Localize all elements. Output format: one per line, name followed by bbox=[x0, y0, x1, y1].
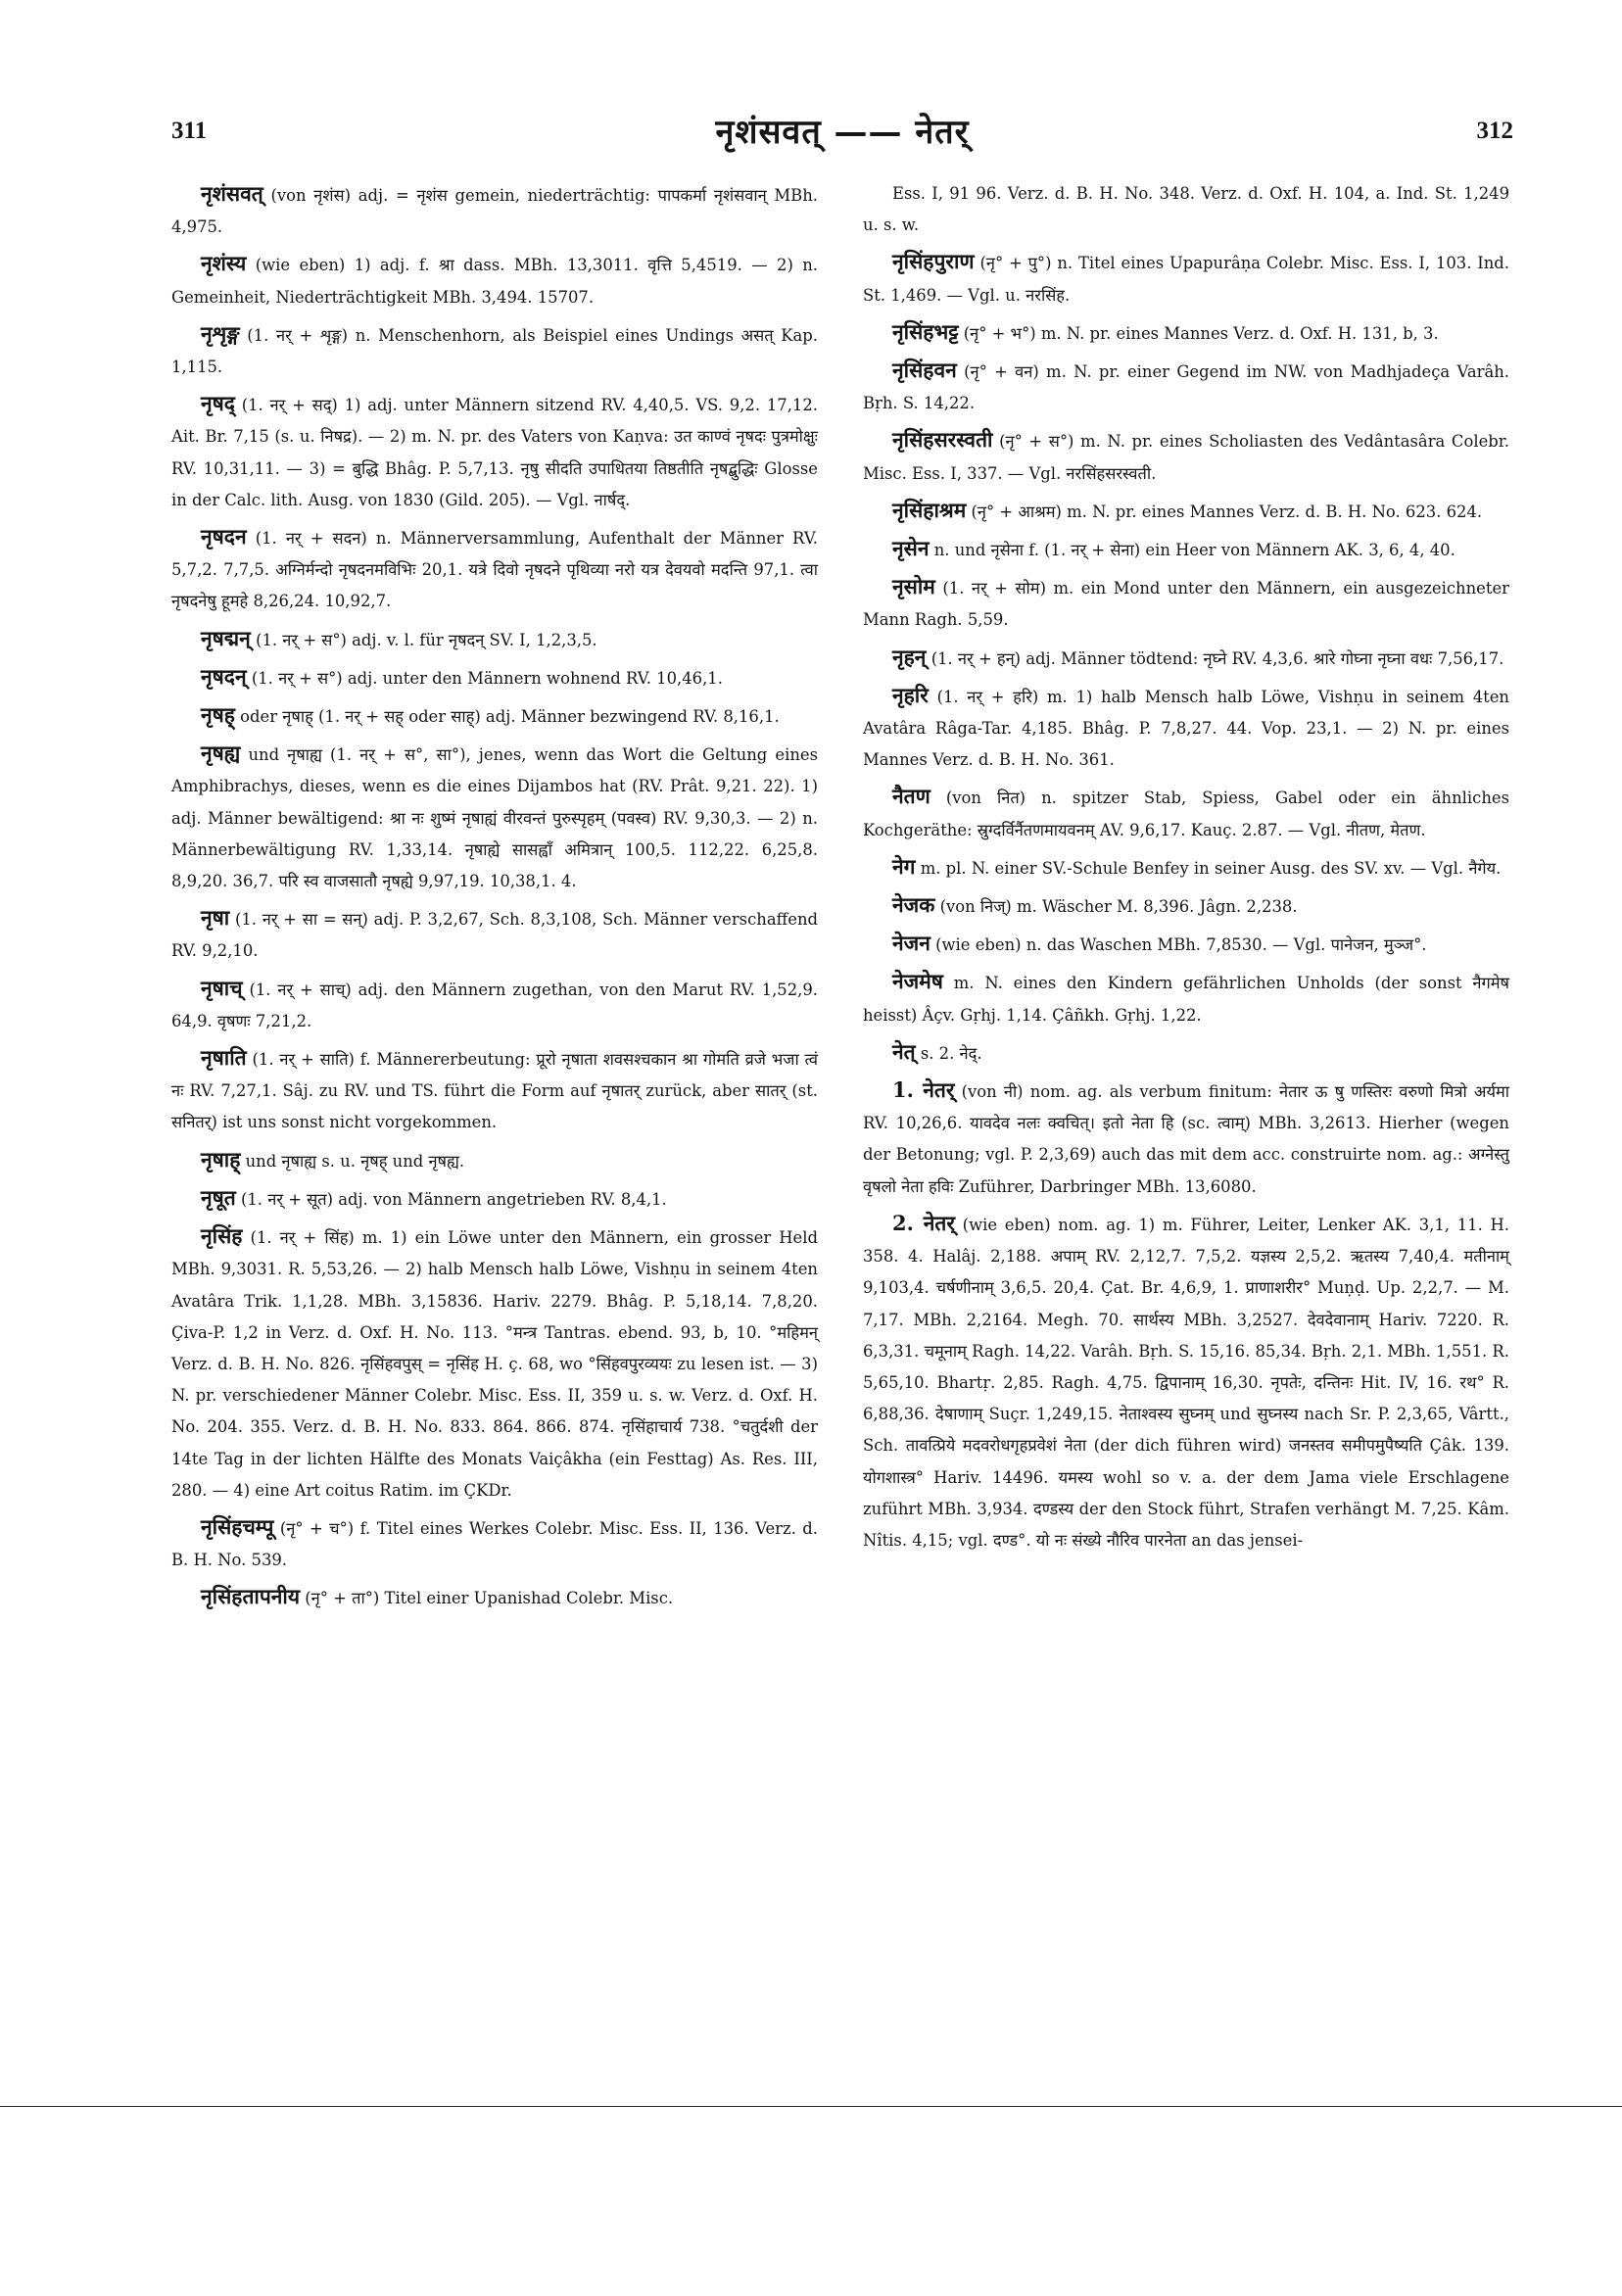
entry-text: s. 2. नेद्. bbox=[920, 1043, 982, 1063]
entry-headword: नृसेन bbox=[892, 536, 930, 561]
entry-text: (नृ° + पु°) n. Titel eines Upapurâṇa Colebr. Misc. Ess. I, 103. Ind. St. 1,469. — Vgl. u. नरसिंह. bbox=[863, 254, 1509, 305]
entry-text: (von नी) nom. ag. als verbum finitum: नेतार ऊ षु णस्तिरः वरुणो मित्रो अर्यमा RV. 10,26,6. यावदेव नलः क्वचित्। इतो नेता हि (sc. त्वाम्) MBh. 3,2613. Hierher (wegen der Betonung; vgl. P. 2,3,69) auch das mit dem acc. construirte nom. ag.: अग्नेस्तु वृषलो नेता हविः Zuführer, Darbringer MBh. 13,6080. bbox=[863, 1082, 1509, 1196]
entry-text: (wie eben) 1) adj. f. श्रा dass. MBh. 13,3011. वृत्ति 5,4519. — 2) n. Gemeinheit, Niederträchtigkeit MBh. 3,494. 15707. bbox=[171, 256, 818, 307]
entry-text: (नृ° + स°) m. N. pr. eines Scholiasten des Vedântasâra Colebr. Misc. Ess. I, 337. — Vgl. नरसिंहसरस्वती. bbox=[863, 432, 1509, 483]
dictionary-entry bbox=[171, 1581, 818, 1614]
entry-text: (von निज्) m. Wäscher M. 8,396. Jâgn. 2,238. bbox=[939, 897, 1298, 917]
entry-text: (1. नर् + सा = सन्) adj. P. 3,2,67, Sch. 8,3,108, Sch. Männer verschaffend RV. 9,2,10. bbox=[171, 910, 818, 961]
dictionary-entry bbox=[863, 424, 1509, 489]
entry-text: (1. नर् + साच्) adj. den Männern zugethan, von den Marut RV. 1,52,9. 64,9. वृषणः 7,21,2. bbox=[171, 980, 818, 1030]
right-column bbox=[863, 178, 1509, 1561]
entry-text: (1. नर् + स°) adj. unter den Männern wohnend RV. 10,46,1. bbox=[251, 668, 723, 688]
dictionary-entry bbox=[171, 1182, 818, 1216]
entry-headword: नृषद् bbox=[201, 391, 235, 416]
dictionary-entry bbox=[171, 699, 818, 733]
entry-headword: नृहन् bbox=[892, 644, 927, 669]
entry-headword: नृसोम bbox=[892, 574, 935, 599]
entry-headword: नृषह्य bbox=[201, 741, 241, 766]
entry-headword: नेग bbox=[892, 853, 916, 879]
dictionary-entry bbox=[171, 661, 818, 694]
dictionary-entry bbox=[171, 973, 818, 1037]
dictionary-entry bbox=[863, 642, 1509, 675]
entry-headword: नेत् bbox=[892, 1038, 916, 1064]
entry-headword: नृषा bbox=[201, 905, 230, 931]
footer-rule bbox=[0, 2106, 1622, 2107]
dictionary-entry bbox=[863, 680, 1509, 777]
entry-headword: नृषह् bbox=[201, 702, 235, 728]
entry-headword: 2. नेतर् bbox=[892, 1210, 955, 1235]
dictionary-entry bbox=[171, 902, 818, 967]
dictionary-entry bbox=[171, 738, 818, 897]
entry-text: (1. नर् + सद्) 1) adj. unter Männern sitzend RV. 4,40,5. VS. 9,2. 17,12. Ait. Br. 7,15 (s. u. निषद्र). — 2) m. N. pr. des Vaters von Kaṇva: उत काण्वं नृषदः पुत्रमोक्षुः RV. 10,31,11. — 3) = बुद्धि Bhâg. P. 5,7,13. नृषु सीदति उपाधितया तिष्ठतीति नृषद्बुद्धिः Glosse in der Calc. lith. Ausg. von 1830 (Gild. 205). — Vgl. नार्षद्. bbox=[171, 396, 818, 509]
entry-headword: नृहरि bbox=[892, 682, 929, 707]
entry-text: (wie eben) n. das Waschen MBh. 7,8530. — Vgl. पानेजन, मुञ्ज°. bbox=[935, 935, 1427, 955]
dictionary-entry bbox=[863, 571, 1509, 636]
entry-text: (नृ° + वन) m. N. pr. einer Gegend im NW. von Madhjadeça Varâh. Bṛh. S. 14,22. bbox=[863, 362, 1509, 413]
entry-headword: नृषूत bbox=[201, 1184, 236, 1210]
entry-headword: नृसिंहपुराण bbox=[892, 249, 975, 274]
entry-headword: नृसिंहसरस्वती bbox=[892, 427, 993, 453]
page-number-left: 311 bbox=[171, 118, 208, 144]
dictionary-entry bbox=[863, 1208, 1509, 1556]
entry-text: (von नृशंस) adj. = नृशंस gemein, niederträchtig: पापकर्मा नृशंसवान् MBh. 4,975. bbox=[171, 186, 818, 237]
dictionary-entry bbox=[863, 316, 1509, 350]
entry-headword: नृषदन bbox=[201, 524, 247, 550]
entry-text: (1. नर् + सोम) m. ein Mond unter den Männern, ein ausgezeichneter Mann Ragh. 5,59. bbox=[863, 579, 1509, 630]
entry-text: (wie eben) nom. ag. 1) m. Führer, Leiter, Lenker AK. 3,1, 11. H. 358. 4. Halâj. 2,188. अपाम् RV. 2,12,7. 7,5,2. यज्ञस्य 2,5,2. ऋतस्य 7,40,4. मतीनाम् 9,103,4. चर्षणीनाम् 3,6,5. 20,4. Çat. Br. 4,6,9, 1. प्राणाशरीर° Muṇḍ. Up. 2,2,7. — M. 7,17. MBh. 2,2164. Megh. 70. सार्थस्य MBh. 3,2527. देवदेवानाम् Hariv. 7220. R. 6,3,31. चमूनाम् Ragh. 14,22. Varâh. Bṛh. S. 15,16. 85,34. Bṛh. 2,1. MBh. 1,551. R. 5,65,10. Bhartṛ. 2,85. Ragh. 4,75. द्विपानाम् 16,30. नृपतेः, दन्तिनः Hit. IV, 16. रथ° R. 6,88,36. देषाणाम् Suçr. 1,249,15. नेताश्वस्य सुघ्नम् und सुघ्नस्य nach Sr. P. 2,3,65, Vârtt., Sch. तावत्प्रिये मदवरोधगृहप्रवेशं नेता (der dich führen wird) जनस्तव समीपमुपैष्यति Çâk. 139. योगशास्त्र° Hariv. 14496. यमस्य wohl so v. a. der dem Jama viele Erschlagene zuführt MBh. 3,934. दण्डस्य der den Stock führt, Strafen verhängt M. 7,25. Kâm. Nîtis. 4,15; vgl. दण्ड°. यो नः संख्ये नौरिव पारनेता an das jensei- bbox=[863, 1215, 1509, 1550]
entry-text: n. und नृसेना f. (1. नर् + सेना) ein Heer von Männern AK. 3, 6, 4, 40. bbox=[933, 541, 1455, 560]
dictionary-entry bbox=[863, 533, 1509, 566]
entry-headword: नृसिंहवन bbox=[892, 358, 957, 383]
dictionary-entry bbox=[863, 928, 1509, 961]
dictionary-entry bbox=[863, 1036, 1509, 1070]
dictionary-entry bbox=[171, 1511, 818, 1576]
entry-headword: नृशंस्य bbox=[201, 251, 247, 276]
dictionary-entry bbox=[171, 1042, 818, 1139]
entry-text: (1. नर् + सिंह) m. 1) ein Löwe unter den Männern, ein grosser Held MBh. 9,3031. R. 5,53,26. — 2) halb Mensch halb Löwe, Vishṇu in seinem 4ten Avatâra Trik. 1,1,28. MBh. 3,15836. Hariv. 2279. Bhâg. P. 5,18,14. 7,8,20. Çiva-P. 1,2 in Verz. d. Oxf. H. No. 113. °मन्त्र Tantras. ebend. 93, b, 10. °महिमन् Verz. d. B. H. No. 826. नृसिंहवपुस् = नृसिंह H. ç. 68, wo °सिंहवपुरव्ययः zu lesen ist. — 3) N. pr. verschiedener Männer Colebr. Misc. Ess. II, 359 u. s. w. Verz. d. Oxf. H. No. 204. 355. Verz. d. B. H. No. 833. 864. 866. 874. नृसिंहाचार्य 738. °चतुर्दशी der 14te Tag in der lichten Hälfte des Monats Vaiçâkha (ein Festtag) As. Res. III, 280. — 4) eine Art coitus Ratim. im ÇKDr. bbox=[171, 1228, 818, 1500]
entry-text: (नृ° + ता°) Titel einer Upanishad Colebr. Misc. bbox=[305, 1589, 674, 1608]
entry-text: (1. नर् + साति) f. Männererbeutung: प्रूरो नृषाता शवसश्चकान श्रा गोमति व्रजे भजा त्वं नः RV. 7,27,1. Sâj. zu RV. und TS. führt die Form auf नृषातर् zurück, aber सातर् (st. सनितर्) ist uns sonst nicht vorgekommen. bbox=[171, 1050, 818, 1132]
entry-text: (नृ° + आश्रम) m. N. pr. eines Mannes Verz. d. B. H. No. 623. 624. bbox=[971, 502, 1483, 521]
entry-text: (1. नर् + सूत) adj. von Männern angetrieben RV. 8,4,1. bbox=[240, 1189, 667, 1209]
entry-text: (1. नर् + स°) adj. v. l. für नृषदन् SV. I, 1,2,3,5. bbox=[256, 630, 597, 649]
dictionary-entry bbox=[171, 248, 818, 312]
entry-headword: 1. नेतर् bbox=[892, 1077, 955, 1103]
dictionary-entry bbox=[171, 623, 818, 656]
page-header bbox=[171, 108, 1513, 157]
entry-headword: नृसिंह bbox=[201, 1223, 243, 1249]
page-number-right: 312 bbox=[1476, 118, 1513, 144]
dictionary-entry bbox=[171, 1220, 818, 1507]
entry-text: (नृ° + च°) f. Titel eines Werkes Colebr. Misc. Ess. II, 136. Verz. d. B. H. No. 539. bbox=[171, 1518, 818, 1570]
entry-text: m. pl. N. einer SV.-Schule Benfey in seiner Ausg. des SV. xv. — Vgl. नैगेय. bbox=[920, 858, 1502, 878]
entry-text: (1. नर् + शृङ्ग) n. Menschenhorn, als Beispiel eines Undings असत् Kap. 1,115. bbox=[171, 325, 818, 377]
entry-headword: नृषद्मन् bbox=[201, 625, 251, 650]
entry-text: (1. नर् + हन्) adj. Männer tödtend: नृघ्ने RV. 4,3,6. श्रारे गोघ्ना नृघ्ना वधः 7,56,17. bbox=[930, 648, 1504, 668]
dictionary-entry bbox=[171, 1144, 818, 1177]
dictionary-entry bbox=[171, 178, 818, 243]
left-column bbox=[171, 178, 818, 1620]
entry-text: und नृषाह्य (1. नर् + स°, सा°), jenes, wenn das Wort die Geltung eines Amphibrachys, dieses, wenn es die eines Dijambos hat (RV. Prât. 9,21. 22). 1) adj. Männer bewältigend: श्रा नः शुष्मं नृषाह्यं वीरवन्तं पुरुस्पृहम् (पवस्व) RV. 9,30,3. — 2) n. Männerbewältigung RV. 1,33,14. नृषाह्ये सासह्वाँ अमित्रान् 100,5. 112,22. 6,25,8. 8,9,20. 36,7. परि स्व वाजसातौ नृषह्ये 9,97,19. 10,38,1. 4. bbox=[171, 745, 818, 891]
entry-text: und नृषाह्य s. u. नृषह् und नृषह्य. bbox=[245, 1151, 465, 1171]
dictionary-entry bbox=[863, 355, 1509, 419]
dictionary-entry bbox=[863, 1075, 1509, 1203]
running-title: नृशंसवत् —— नेतर् bbox=[715, 113, 970, 152]
dictionary-entry bbox=[863, 178, 1509, 241]
entry-text: Ess. I, 91 96. Verz. d. B. H. No. 348. Verz. d. Oxf. H. 104, a. Ind. St. 1,249 u. s. w. bbox=[863, 184, 1509, 235]
entry-headword: नेजन bbox=[892, 931, 930, 956]
entry-headword: नृषदन् bbox=[201, 663, 247, 689]
entry-headword: नेजक bbox=[892, 892, 935, 918]
dictionary-entry bbox=[863, 851, 1509, 885]
entry-headword: नृषाति bbox=[201, 1045, 247, 1071]
entry-text: (1. नर् + हरि) m. 1) halb Mensch halb Löwe, Vishṇu in seinem 4ten Avatâra Râga-Tar. 4,185. Bhâg. P. 7,8,27. 44. Vop. 23,1. — 2) N. pr. eines Mannes Verz. d. B. H. No. 361. bbox=[863, 687, 1509, 770]
entry-text: oder नृषाह् (1. नर् + सह् oder साह्) adj. Männer bezwingend RV. 8,16,1. bbox=[240, 707, 780, 727]
entry-text: (नृ° + भ°) m. N. pr. eines Mannes Verz. d. Oxf. H. 131, b, 3. bbox=[963, 323, 1439, 343]
dictionary-entry bbox=[171, 521, 818, 618]
entry-headword: नृसिंहतापनीय bbox=[201, 1584, 301, 1609]
entry-text: m. N. eines den Kindern gefährlichen Unholds (der sonst नैगमेष heisst) Âçv. Gṛhj. 1,14. Çâñkh. Gṛhj. 1,22. bbox=[863, 974, 1509, 1025]
entry-headword: नृसिंहचम्पू bbox=[201, 1513, 274, 1539]
dictionary-entry bbox=[863, 246, 1509, 311]
entry-headword: नेजमेष bbox=[892, 969, 943, 994]
dictionary-entry bbox=[863, 495, 1509, 528]
entry-headword: नृशंसवत् bbox=[201, 181, 263, 206]
dictionary-entry bbox=[171, 318, 818, 383]
entry-headword: नृशृङ्ग bbox=[201, 320, 240, 346]
entry-headword: नृषाह् bbox=[201, 1146, 241, 1172]
entry-text: (von नित) n. spitzer Stab, Spiess, Gabel oder ein ähnliches Kochgeräthe: स्रुग्दर्विर्नैतणमायवनम् AV. 9,6,17. Kauç. 2.87. — Vgl. नीतण, मेतण. bbox=[863, 789, 1509, 839]
entry-headword: नृषाच् bbox=[201, 975, 243, 1000]
entry-headword: नृसिंहाश्रम bbox=[892, 497, 967, 522]
dictionary-entry bbox=[863, 781, 1509, 845]
dictionary-entry bbox=[171, 388, 818, 516]
entry-text: (1. नर् + सदन) n. Männerversammlung, Aufenthalt der Männer RV. 5,7,2. 7,7,5. अग्निर्मन्दो नृषदनमविभिः 20,1. यत्रे दिवो नृषदने पृथिव्या नरो यत्र देवयवो मदन्ति 97,1. त्वा नृषदनेषु हूमहे 8,26,24. 10,92,7. bbox=[171, 529, 818, 611]
dictionary-entry bbox=[863, 966, 1509, 1030]
dictionary-entry bbox=[863, 889, 1509, 923]
entry-headword: नृसिंहभट्ट bbox=[892, 318, 959, 344]
entry-headword: नैतण bbox=[892, 784, 930, 809]
